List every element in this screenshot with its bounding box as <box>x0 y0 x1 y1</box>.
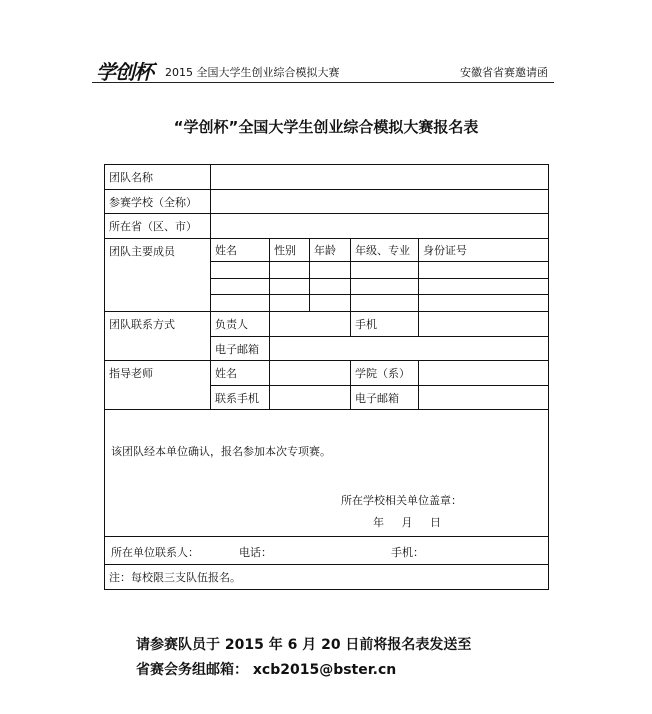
form-title: “学创杯”全国大学生创业综合模拟大赛报名表 <box>173 118 479 136</box>
confirm-row <box>105 410 549 537</box>
mobile-label: 手机： <box>391 546 424 559</box>
advisor-name-field[interactable] <box>270 361 351 386</box>
email-label: 电子邮箱 <box>211 337 270 361</box>
unit-contact-row <box>105 537 549 565</box>
school-label: 参赛学校（全称） <box>105 190 211 214</box>
member-col-gender: 性别 <box>270 239 310 262</box>
member-gender-cell[interactable] <box>270 262 310 279</box>
member-major-cell[interactable] <box>351 262 419 279</box>
note-row <box>105 565 549 590</box>
members-header-row <box>105 239 549 262</box>
member-name-cell[interactable] <box>211 262 270 279</box>
member-gender-cell[interactable] <box>270 279 310 295</box>
member-id-cell[interactable] <box>419 279 549 295</box>
advisor-email-field[interactable] <box>419 386 549 410</box>
advisor-label: 指导老师 <box>105 361 211 410</box>
team-name-row <box>105 165 549 190</box>
footer-instruction: 请参赛队员于 2015 年 6 月 20 日前将报名表发送至 <box>136 637 472 653</box>
province-field[interactable] <box>211 214 549 239</box>
leader-field[interactable] <box>270 312 351 337</box>
phone-label: 手机 <box>351 312 419 337</box>
members-label: 团队主要成员 <box>105 239 211 312</box>
advisor-row <box>105 361 549 386</box>
contact-row <box>105 312 549 337</box>
school-row <box>105 190 549 214</box>
invite-label: 安徽省省赛邀请函 <box>460 66 548 79</box>
advisor-phone-label: 联系手机 <box>211 386 270 410</box>
contest-logo: 学创杯 <box>96 60 153 84</box>
member-age-cell[interactable] <box>310 279 351 295</box>
phone-field[interactable] <box>419 312 549 337</box>
member-gender-cell[interactable] <box>270 295 310 312</box>
contact-label: 团队联系方式 <box>105 312 211 361</box>
college-field[interactable] <box>419 361 549 386</box>
page-header <box>92 54 554 83</box>
member-major-cell[interactable] <box>351 279 419 295</box>
member-name-cell[interactable] <box>211 295 270 312</box>
confirm-section <box>105 410 549 537</box>
advisor-name-label: 姓名 <box>211 361 270 386</box>
college-label: 学院（系） <box>351 361 419 386</box>
member-col-id: 身份证号 <box>419 239 549 262</box>
contest-name: 2015 全国大学生创业综合模拟大赛 <box>165 66 340 79</box>
member-id-cell[interactable] <box>419 295 549 312</box>
school-field[interactable] <box>211 190 549 214</box>
province-label: 所在省（区、市） <box>105 214 211 239</box>
member-col-name: 姓名 <box>211 239 270 262</box>
registration-form <box>104 164 549 590</box>
advisor-email-label: 电子邮箱 <box>351 386 419 410</box>
leader-label: 负责人 <box>211 312 270 337</box>
unit-contact-section <box>105 537 549 565</box>
footer-email: 省赛会务组邮箱： xcb2015@bster.cn <box>136 662 397 678</box>
advisor-phone-field[interactable] <box>270 386 351 410</box>
confirm-text: 该团队经本单位确认，报名参加本次专项赛。 <box>111 445 331 458</box>
team-name-label: 团队名称 <box>105 165 211 190</box>
province-row <box>105 214 549 239</box>
member-col-age: 年龄 <box>310 239 351 262</box>
member-col-major: 年级、专业 <box>351 239 419 262</box>
date-label: 年 月 日 <box>373 516 441 529</box>
email-field[interactable] <box>270 337 549 361</box>
team-name-field[interactable] <box>211 165 549 190</box>
tel-label: 电话： <box>239 546 272 559</box>
member-name-cell[interactable] <box>211 279 270 295</box>
member-id-cell[interactable] <box>419 262 549 279</box>
seal-label: 所在学校相关单位盖章： <box>341 494 462 507</box>
member-age-cell[interactable] <box>310 295 351 312</box>
note-text: 注：每校限三支队伍报名。 <box>105 565 549 590</box>
unit-contact-label: 所在单位联系人： <box>111 546 199 559</box>
member-age-cell[interactable] <box>310 262 351 279</box>
member-major-cell[interactable] <box>351 295 419 312</box>
